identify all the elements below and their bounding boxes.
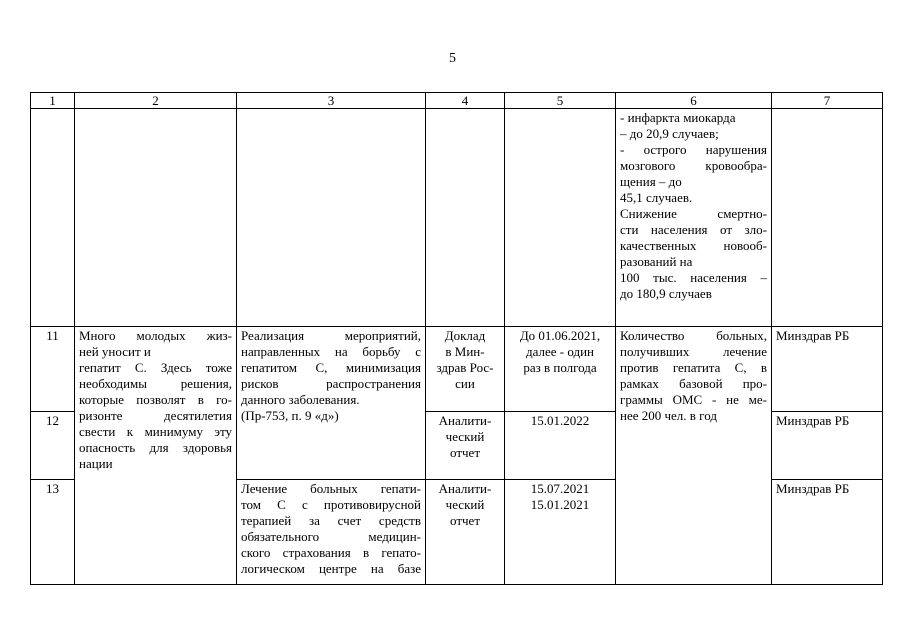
deadline-cell xyxy=(505,327,616,412)
text-line: Лечение больных гепати- xyxy=(241,481,421,496)
cell-empty xyxy=(505,109,616,327)
text-line: нации xyxy=(79,456,113,471)
text-line: до 180,9 случаев xyxy=(620,286,712,301)
text-line: щения – до xyxy=(620,174,682,189)
text-line: отчет xyxy=(450,445,480,460)
column-header: 3 xyxy=(237,93,426,109)
text-line: гепатитом С, минимизация xyxy=(241,360,421,375)
text-line: ского страхования в гепато- xyxy=(241,545,421,560)
report-form-cell xyxy=(426,480,505,585)
text-line: 15.01.2021 xyxy=(530,497,590,512)
text-line: в Мин- xyxy=(445,344,485,359)
responsible-cell: Минздрав РБ xyxy=(772,412,883,480)
text-line: Снижение смертно- xyxy=(620,206,767,221)
responsible-cell: Минздрав РБ xyxy=(772,480,883,585)
text-line: том С с противовирусной xyxy=(241,497,421,512)
column-number-row xyxy=(31,93,883,109)
text-line: граммы ОМС - не ме- xyxy=(620,392,767,407)
column-header: 4 xyxy=(426,93,505,109)
text-line: ческий xyxy=(445,497,485,512)
text-line: 100 тыс. населения – xyxy=(620,270,767,285)
text-line: сти населения от зло- xyxy=(620,222,767,237)
text-line: (Пр-753, п. 9 «д») xyxy=(241,408,339,423)
cell-empty xyxy=(75,109,237,327)
text-line: рисков распространения xyxy=(241,376,421,391)
text-line: - инфаркта миокарда xyxy=(620,110,736,125)
text-line: Много молодых жиз- xyxy=(79,328,232,343)
text-line: направленных на борьбу с xyxy=(241,344,421,359)
text-line: разований на xyxy=(620,254,693,269)
cell-empty xyxy=(772,109,883,327)
text-line: свести к минимуму эту xyxy=(79,424,232,439)
text-line: далее - один xyxy=(525,344,594,359)
text-line: Реализация мероприятий, xyxy=(241,328,421,343)
activity-cell xyxy=(237,327,426,480)
measures-table xyxy=(30,92,883,585)
indicator-cell xyxy=(616,327,772,585)
table-row xyxy=(31,327,883,412)
row-number: 13 xyxy=(31,480,75,585)
goal-cell xyxy=(75,327,237,585)
text-line: терапией за счет средств xyxy=(241,513,421,528)
column-header: 2 xyxy=(75,93,237,109)
row-number: 12 xyxy=(31,412,75,480)
text-line: ризонте десятилетия xyxy=(79,408,232,423)
deadline-cell xyxy=(505,412,616,480)
cell-empty xyxy=(237,109,426,327)
text-line: Аналити- xyxy=(438,481,492,496)
activity-cell xyxy=(237,480,426,585)
text-line: обязательного медицин- xyxy=(241,529,421,544)
text-line: отчет xyxy=(450,513,480,528)
text-line: Количество больных, xyxy=(620,328,767,343)
text-line: которые позволят в го- xyxy=(79,392,232,407)
text-line: качественных новооб- xyxy=(620,238,767,253)
text-line: - острого нарушения xyxy=(620,142,767,157)
text-line: опасность для здоровья xyxy=(79,440,232,455)
text-line: – до 20,9 случаев; xyxy=(620,126,719,141)
report-form-cell xyxy=(426,327,505,412)
column-header: 6 xyxy=(616,93,772,109)
text-line: здрав Рос- xyxy=(436,360,494,375)
text-line: До 01.06.2021, xyxy=(519,328,601,343)
deadline-cell xyxy=(505,480,616,585)
text-line: ней уносит и xyxy=(79,344,151,359)
text-line: Аналити- xyxy=(438,413,492,428)
continuation-row xyxy=(31,109,883,327)
responsible-cell: Минздрав РБ xyxy=(772,327,883,412)
text-line: получивших лечение xyxy=(620,344,767,359)
text-line: мозгового кровообра- xyxy=(620,158,767,173)
text-line: необходимы решения, xyxy=(79,376,232,391)
report-form-cell xyxy=(426,412,505,480)
text-line: раз в полгода xyxy=(523,360,597,375)
text-line: сии xyxy=(455,376,475,391)
cell-empty xyxy=(31,109,75,327)
text-line: 15.01.2022 xyxy=(530,413,590,428)
text-line: данного заболевания. xyxy=(241,392,360,407)
page-number: 5 xyxy=(449,51,456,66)
column-header: 7 xyxy=(772,93,883,109)
text-line: против гепатита С, в xyxy=(620,360,767,375)
text-line: нее 200 чел. в год xyxy=(620,408,717,423)
text-line: 15.07.2021 xyxy=(530,481,590,496)
text-line: гепатит С. Здесь тоже xyxy=(79,360,232,375)
cell-empty xyxy=(426,109,505,327)
text-line: Доклад xyxy=(444,328,486,343)
text-line: ческий xyxy=(445,429,485,444)
text-line: логическом центре на базе xyxy=(241,561,421,576)
row-number: 11 xyxy=(31,327,75,412)
column-header: 1 xyxy=(31,93,75,109)
text-line: рамках базовой про- xyxy=(620,376,767,391)
indicator-cell xyxy=(616,109,772,327)
text-line: 45,1 случаев. xyxy=(620,190,693,205)
column-header: 5 xyxy=(505,93,616,109)
